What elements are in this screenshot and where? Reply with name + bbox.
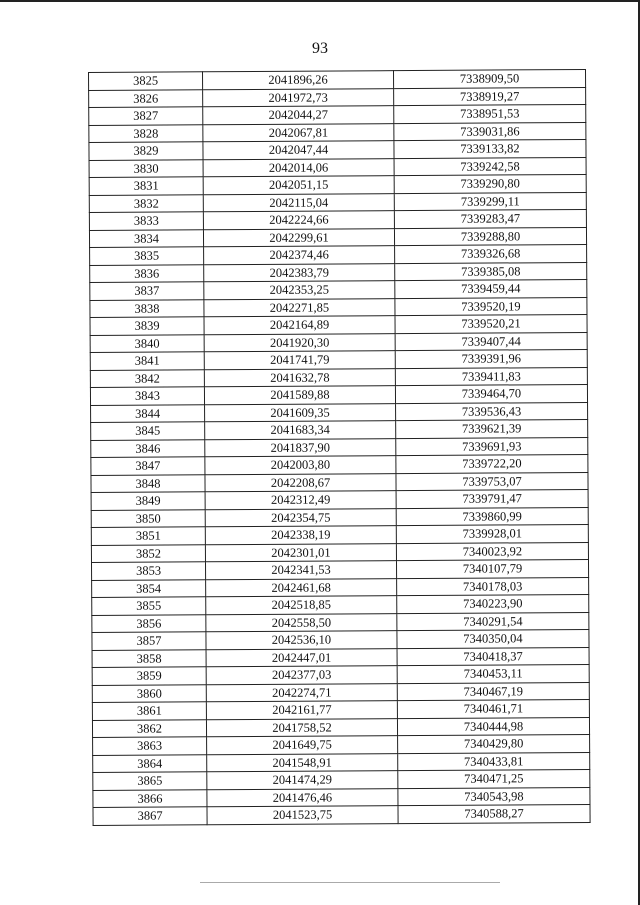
y-coordinate-cell: 7339290,80	[394, 174, 586, 193]
x-coordinate-cell: 2041609,35	[205, 403, 396, 422]
point-number-cell: 3846	[91, 439, 205, 457]
point-number-cell: 3825	[89, 72, 203, 90]
point-number-cell: 3865	[93, 772, 207, 790]
y-coordinate-cell: 7340350,04	[397, 629, 589, 648]
x-coordinate-cell: 2042353,25	[204, 281, 395, 300]
coordinates-table-body	[89, 69, 591, 825]
table-row	[93, 804, 590, 825]
point-number-cell: 3831	[89, 177, 203, 195]
x-coordinate-cell: 2042003,80	[205, 456, 396, 475]
x-coordinate-cell: 2042374,46	[204, 246, 395, 265]
x-coordinate-cell: 2041837,90	[205, 438, 396, 457]
point-number-cell: 3828	[89, 124, 203, 142]
y-coordinate-cell: 7339459,44	[395, 279, 587, 298]
x-coordinate-cell: 2042377,03	[206, 666, 397, 685]
y-coordinate-cell: 7339411,83	[395, 367, 587, 386]
scan-border-top	[0, 0, 640, 2]
x-coordinate-cell: 2041758,52	[206, 718, 397, 737]
point-number-cell: 3853	[91, 562, 205, 580]
x-coordinate-cell: 2042047,44	[203, 141, 394, 160]
y-coordinate-cell: 7340444,98	[397, 717, 589, 736]
coordinates-table	[88, 69, 591, 826]
point-number-cell: 3850	[91, 509, 205, 527]
point-number-cell: 3834	[89, 229, 203, 247]
x-coordinate-cell: 2042161,77	[206, 701, 397, 720]
x-coordinate-cell: 2041474,29	[207, 771, 398, 790]
y-coordinate-cell: 7339464,70	[395, 384, 587, 403]
y-coordinate-cell: 7339391,96	[395, 349, 587, 368]
point-number-cell: 3859	[92, 667, 206, 685]
x-coordinate-cell: 2042208,67	[205, 473, 396, 492]
y-coordinate-cell: 7339691,93	[396, 437, 588, 456]
point-number-cell: 3857	[92, 632, 206, 650]
point-number-cell: 3860	[92, 684, 206, 702]
y-coordinate-cell: 7340471,25	[398, 769, 590, 788]
point-number-cell: 3840	[90, 334, 204, 352]
x-coordinate-cell: 2042044,27	[203, 106, 394, 125]
x-coordinate-cell: 2042301,01	[205, 543, 396, 562]
x-coordinate-cell: 2041683,34	[205, 421, 396, 440]
x-coordinate-cell: 2042338,19	[205, 526, 396, 545]
y-coordinate-cell: 7339407,44	[395, 332, 587, 351]
point-number-cell: 3826	[89, 89, 203, 107]
point-number-cell: 3851	[91, 527, 205, 545]
y-coordinate-cell: 7339520,21	[395, 314, 587, 333]
point-number-cell: 3847	[91, 457, 205, 475]
scan-border-bottom	[200, 882, 500, 883]
y-coordinate-cell: 7339753,07	[396, 472, 588, 491]
y-coordinate-cell: 7338909,50	[393, 69, 585, 88]
x-coordinate-cell: 2042274,71	[206, 683, 397, 702]
point-number-cell: 3832	[89, 194, 203, 212]
x-coordinate-cell: 2041920,30	[204, 333, 395, 352]
y-coordinate-cell: 7339536,43	[396, 402, 588, 421]
point-number-cell: 3848	[91, 474, 205, 492]
y-coordinate-cell: 7339031,86	[394, 122, 586, 141]
y-coordinate-cell: 7338951,53	[394, 104, 586, 123]
x-coordinate-cell: 2042354,75	[205, 508, 396, 527]
x-coordinate-cell: 2041896,26	[203, 71, 394, 90]
y-coordinate-cell: 7339133,82	[394, 139, 586, 158]
x-coordinate-cell: 2042271,85	[204, 298, 395, 317]
x-coordinate-cell: 2042518,85	[206, 596, 397, 615]
point-number-cell: 3855	[92, 597, 206, 615]
x-coordinate-cell: 2041632,78	[204, 368, 395, 387]
point-number-cell: 3841	[90, 352, 204, 370]
x-coordinate-cell: 2042014,06	[203, 158, 394, 177]
page-number: 93	[312, 40, 328, 57]
point-number-cell: 3863	[93, 737, 207, 755]
x-coordinate-cell: 2042164,89	[204, 316, 395, 335]
y-coordinate-cell: 7340467,19	[397, 682, 589, 701]
x-coordinate-cell: 2042299,61	[203, 228, 394, 247]
point-number-cell: 3864	[93, 754, 207, 772]
point-number-cell: 3849	[91, 492, 205, 510]
point-number-cell: 3835	[90, 247, 204, 265]
point-number-cell: 3830	[89, 159, 203, 177]
x-coordinate-cell: 2041649,75	[207, 736, 398, 755]
y-coordinate-cell: 7340429,80	[398, 734, 590, 753]
y-coordinate-cell: 7340588,27	[398, 804, 590, 823]
x-coordinate-cell: 2042224,66	[203, 211, 394, 230]
point-number-cell: 3845	[91, 422, 205, 440]
y-coordinate-cell: 7339326,68	[395, 244, 587, 263]
point-number-cell: 3862	[92, 719, 206, 737]
y-coordinate-cell: 7339791,47	[396, 489, 588, 508]
x-coordinate-cell: 2042536,10	[206, 631, 397, 650]
x-coordinate-cell: 2041548,91	[207, 753, 398, 772]
point-number-cell: 3867	[93, 807, 207, 825]
y-coordinate-cell: 7339860,99	[396, 507, 588, 526]
y-coordinate-cell: 7339288,80	[394, 227, 586, 246]
point-number-cell: 3844	[91, 404, 205, 422]
point-number-cell: 3858	[92, 649, 206, 667]
y-coordinate-cell: 7339520,19	[395, 297, 587, 316]
x-coordinate-cell: 2041972,73	[203, 88, 394, 107]
point-number-cell: 3838	[90, 299, 204, 317]
y-coordinate-cell: 7339299,11	[394, 192, 586, 211]
y-coordinate-cell: 7340418,37	[397, 647, 589, 666]
y-coordinate-cell: 7340291,54	[397, 612, 589, 631]
point-number-cell: 3837	[90, 282, 204, 300]
y-coordinate-cell: 7339283,47	[394, 209, 586, 228]
coordinates-sheet	[88, 69, 591, 826]
point-number-cell: 3861	[92, 702, 206, 720]
point-number-cell: 3843	[90, 387, 204, 405]
y-coordinate-cell: 7340453,11	[397, 664, 589, 683]
point-number-cell: 3833	[89, 212, 203, 230]
point-number-cell: 3827	[89, 107, 203, 125]
point-number-cell: 3866	[93, 789, 207, 807]
y-coordinate-cell: 7339621,39	[396, 419, 588, 438]
point-number-cell: 3854	[92, 579, 206, 597]
x-coordinate-cell: 2042115,04	[203, 193, 394, 212]
point-number-cell: 3829	[89, 142, 203, 160]
point-number-cell: 3852	[91, 544, 205, 562]
y-coordinate-cell: 7339385,08	[395, 262, 587, 281]
y-coordinate-cell: 7340023,92	[396, 542, 588, 561]
y-coordinate-cell: 7339928,01	[396, 524, 588, 543]
point-number-cell: 3839	[90, 317, 204, 335]
y-coordinate-cell: 7340223,90	[397, 594, 589, 613]
x-coordinate-cell: 2041476,46	[207, 788, 398, 807]
x-coordinate-cell: 2042067,81	[203, 123, 394, 142]
y-coordinate-cell: 7339242,58	[394, 157, 586, 176]
x-coordinate-cell: 2042447,01	[206, 648, 397, 667]
x-coordinate-cell: 2042461,68	[206, 578, 397, 597]
y-coordinate-cell: 7340107,79	[396, 559, 588, 578]
y-coordinate-cell: 7338919,27	[394, 87, 586, 106]
x-coordinate-cell: 2042341,53	[205, 561, 396, 580]
x-coordinate-cell: 2042312,49	[205, 491, 396, 510]
y-coordinate-cell: 7340461,71	[397, 699, 589, 718]
y-coordinate-cell: 7340178,03	[397, 577, 589, 596]
point-number-cell: 3856	[92, 614, 206, 632]
point-number-cell: 3836	[90, 264, 204, 282]
x-coordinate-cell: 2042558,50	[206, 613, 397, 632]
x-coordinate-cell: 2042051,15	[203, 176, 394, 195]
x-coordinate-cell: 2041523,75	[207, 806, 398, 825]
y-coordinate-cell: 7339722,20	[396, 454, 588, 473]
x-coordinate-cell: 2041741,79	[204, 351, 395, 370]
y-coordinate-cell: 7340433,81	[398, 752, 590, 771]
y-coordinate-cell: 7340543,98	[398, 787, 590, 806]
x-coordinate-cell: 2042383,79	[204, 263, 395, 282]
point-number-cell: 3842	[90, 369, 204, 387]
x-coordinate-cell: 2041589,88	[204, 386, 395, 405]
